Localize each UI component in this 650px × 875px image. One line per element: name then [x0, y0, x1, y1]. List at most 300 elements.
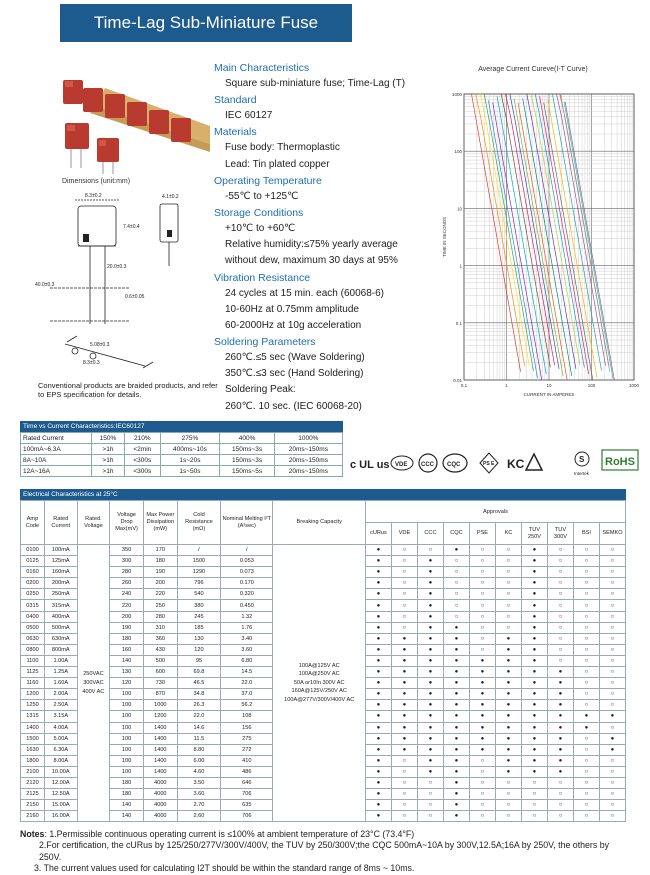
approval-mark: ● [417, 744, 443, 755]
approval-mark: ○ [599, 800, 625, 811]
max-power: 4000 [143, 777, 177, 788]
approval-mark: ● [599, 744, 625, 755]
elec-header-approvals: Approvals [365, 501, 625, 523]
specs-list [214, 60, 454, 415]
tvc-header-cell: 1000% [274, 433, 342, 444]
rated-current: 400mA [44, 611, 77, 622]
voltage-drop: 180 [110, 777, 144, 788]
max-power: 4000 [143, 811, 177, 822]
amp-code: 2100 [21, 766, 45, 777]
approval-mark: ● [443, 733, 469, 744]
spec-line: -55℃ to +125℃ [225, 190, 299, 202]
approval-mark: ● [573, 722, 599, 733]
approval-mark: ○ [469, 755, 495, 766]
breaking-capacity: 100A@125V AC [298, 662, 340, 669]
notes-label: Notes [20, 829, 45, 839]
approval-mark: ● [521, 744, 547, 755]
approval-mark: ● [443, 667, 469, 678]
spec-heading: Operating Temperature [214, 174, 322, 187]
max-power: 870 [143, 689, 177, 700]
approval-mark: ○ [599, 567, 625, 578]
approval-mark: ○ [495, 789, 521, 800]
approval-mark: ● [521, 755, 547, 766]
approval-mark: ● [391, 733, 417, 744]
approval-mark: ● [469, 733, 495, 744]
spec-heading: Main Characteristics [214, 62, 310, 74]
product-photo [35, 68, 210, 176]
amp-code: 0800 [21, 644, 45, 655]
amp-code: 1100 [21, 655, 45, 666]
voltage-drop: 200 [110, 611, 144, 622]
rated-current: 200mA [44, 578, 77, 589]
approval-mark: ● [365, 667, 391, 678]
approval-mark: ○ [469, 556, 495, 567]
approval-mark: ○ [599, 600, 625, 611]
approval-mark: ○ [391, 811, 417, 822]
approval-mark: ○ [573, 578, 599, 589]
rated-current: 2.50A [44, 700, 77, 711]
approval-mark: ● [521, 655, 547, 666]
rated-current: 10.00A [44, 766, 77, 777]
cold-resistance: 34.8 [177, 689, 221, 700]
approval-mark: ● [443, 655, 469, 666]
melting-i2t: 0.170 [221, 578, 273, 589]
approval-mark: ○ [599, 589, 625, 600]
approval-mark: ○ [599, 811, 625, 822]
approval-mark: ● [417, 655, 443, 666]
rated-current: 160mA [44, 567, 77, 578]
approval-mark: ○ [469, 589, 495, 600]
approval-mark: ○ [391, 766, 417, 777]
it-curve [438, 62, 648, 402]
rated-current: 1.60A [44, 678, 77, 689]
dim-bottom: 8.3±0.3 [83, 360, 100, 366]
spec-line: 350℃.≤3 sec (Hand Soldering) [225, 368, 364, 380]
elec-header-max-power: Max Power Dissipation (mW) [143, 501, 177, 545]
approval-mark: ● [365, 766, 391, 777]
approval-mark: ○ [573, 678, 599, 689]
approval-mark: ● [365, 633, 391, 644]
amp-code: 0160 [21, 567, 45, 578]
approval-mark: ● [521, 711, 547, 722]
rated-current: 1.00A [44, 655, 77, 666]
approval-mark: ○ [599, 545, 625, 556]
approval-mark: ● [521, 578, 547, 589]
approval-mark: ○ [521, 777, 547, 788]
max-power: 220 [143, 589, 177, 600]
approval-mark: ○ [469, 777, 495, 788]
tvc-row [21, 466, 343, 477]
approval-mark: ● [547, 689, 573, 700]
rated-current: 630mA [44, 633, 77, 644]
ul-logo: c UL us [350, 459, 390, 471]
tvc-cell: 400ms~10s [160, 444, 220, 455]
approval-mark: ● [443, 777, 469, 788]
cold-resistance: 130 [177, 633, 221, 644]
cold-resistance: 185 [177, 622, 221, 633]
vde-logo: VDE [395, 462, 408, 468]
cold-resistance: 95 [177, 655, 221, 666]
approval-mark: ○ [573, 755, 599, 766]
approval-mark: ● [417, 556, 443, 567]
approval-mark: ● [521, 622, 547, 633]
spec-line: 24 cycles at 15 min. each (60068-6) [225, 287, 384, 299]
curve-title: Average Current Cureve(I-T Curve) [478, 66, 588, 73]
approval-mark: ○ [573, 545, 599, 556]
approval-mark: ○ [417, 789, 443, 800]
voltage-drop: 130 [110, 667, 144, 678]
approval-mark: ● [417, 700, 443, 711]
max-power: 1400 [143, 733, 177, 744]
cold-resistance: 6.00 [177, 755, 221, 766]
approval-mark: ● [417, 689, 443, 700]
spec-heading: Storage Conditions [214, 206, 304, 219]
approval-mark: ● [495, 689, 521, 700]
tvc-header-cell: 275% [160, 433, 220, 444]
elec-header-melting: Nominal Melting I²T (A²sec) [221, 501, 273, 545]
approval-mark: ● [469, 722, 495, 733]
rated-current: 1.25A [44, 667, 77, 678]
tvc-row [21, 455, 343, 466]
cold-resistance: 4.60 [177, 766, 221, 777]
approval-mark: ○ [573, 811, 599, 822]
melting-i2t: 14.5 [221, 667, 273, 678]
approval-mark: ● [443, 789, 469, 800]
cold-resistance: 11.5 [177, 733, 221, 744]
approval-mark: ● [495, 711, 521, 722]
approval-mark: ● [495, 755, 521, 766]
dimensions-drawing [35, 186, 210, 376]
approval-mark: ○ [521, 800, 547, 811]
tvc-cell: 12A~16A [21, 466, 92, 477]
approval-mark: ● [443, 766, 469, 777]
approval-mark: ○ [391, 777, 417, 788]
cold-resistance: 3.60 [177, 789, 221, 800]
tvc-cell: <300s [125, 466, 160, 477]
spec-heading: Vibration Resistance [214, 271, 311, 284]
breaking-capacity-cell [273, 545, 366, 822]
y-tick: 10 [456, 206, 462, 212]
spec-line: IEC 60127 [225, 110, 273, 122]
cold-resistance: 22.0 [177, 711, 221, 722]
approval-mark: ○ [573, 777, 599, 788]
amp-code: 0630 [21, 633, 45, 644]
amp-code: 1800 [21, 755, 45, 766]
melting-i2t: 0.053 [221, 556, 273, 567]
melting-i2t: 108 [221, 711, 273, 722]
dim-lead1: 20.0±0.3 [107, 264, 127, 270]
amp-code: 0315 [21, 600, 45, 611]
approval-mark: ● [365, 655, 391, 666]
cold-resistance: 380 [177, 600, 221, 611]
approval-mark: ○ [599, 755, 625, 766]
approval-mark: ● [365, 589, 391, 600]
voltage-drop: 100 [110, 744, 144, 755]
approval-mark: ○ [469, 622, 495, 633]
approval-mark: ○ [443, 600, 469, 611]
approval-mark: ○ [573, 600, 599, 611]
approval-mark: ○ [495, 600, 521, 611]
approval-mark: ● [365, 744, 391, 755]
approval-mark: ○ [573, 766, 599, 777]
approval-mark: ○ [573, 622, 599, 633]
approval-mark: ● [443, 633, 469, 644]
rated-current: 12.00A [44, 777, 77, 788]
approval-mark: ● [365, 644, 391, 655]
approval-mark: ● [547, 667, 573, 678]
approval-mark: ● [469, 744, 495, 755]
approval-mark: ○ [391, 622, 417, 633]
approval-mark: ● [417, 633, 443, 644]
approval-mark: ● [443, 744, 469, 755]
melting-i2t: 3.40 [221, 633, 273, 644]
max-power: 190 [143, 567, 177, 578]
amp-code: 0500 [21, 622, 45, 633]
approval-mark: ● [391, 700, 417, 711]
tvc-cell: 150ms~3s [220, 455, 274, 466]
approval-header: KC [495, 523, 521, 545]
spec-heading: Standard [214, 94, 257, 107]
approval-mark: ● [391, 655, 417, 666]
amp-code: 1400 [21, 722, 45, 733]
breaking-capacity: 50A or10In 300V AC [293, 679, 345, 686]
approval-mark: ● [521, 667, 547, 678]
approval-mark: ● [417, 644, 443, 655]
max-power: 1400 [143, 722, 177, 733]
approval-header: VDE [391, 523, 417, 545]
approval-mark: ● [365, 611, 391, 622]
approval-mark: ○ [443, 589, 469, 600]
max-power: 1200 [143, 711, 177, 722]
rated-current: 125mA [44, 556, 77, 567]
amp-code: 0100 [21, 545, 45, 556]
approval-header: PSE [469, 523, 495, 545]
approval-mark: ○ [573, 733, 599, 744]
approval-mark: ● [365, 567, 391, 578]
voltage-drop: 160 [110, 644, 144, 655]
approval-mark: ○ [547, 611, 573, 622]
amp-code: 2150 [21, 800, 45, 811]
approval-mark: ○ [495, 556, 521, 567]
voltage-drop: 100 [110, 689, 144, 700]
voltage-drop: 220 [110, 600, 144, 611]
rated-current: 100mA [44, 545, 77, 556]
voltage-drop: 100 [110, 733, 144, 744]
cold-resistance: 69.8 [177, 667, 221, 678]
approval-mark: ○ [573, 589, 599, 600]
approval-mark: ● [365, 755, 391, 766]
rohs-logo: RoHS [605, 456, 635, 468]
approval-mark: ● [495, 667, 521, 678]
approval-header: SEMKO [599, 523, 625, 545]
approval-mark: ● [469, 667, 495, 678]
rated-voltage: 400V AC [82, 688, 105, 695]
voltage-drop: 100 [110, 755, 144, 766]
melting-i2t: 635 [221, 800, 273, 811]
approval-mark: ○ [469, 578, 495, 589]
spec-line: 10-60Hz at 0.75mm amplitude [225, 303, 359, 315]
melting-i2t: / [221, 545, 273, 556]
approval-mark: ○ [391, 545, 417, 556]
approval-mark: ● [365, 722, 391, 733]
spec-line: without dew, maximum 30 days at 95% [225, 255, 398, 267]
tvc-cell: 1s~50s [160, 466, 220, 477]
approval-mark: ○ [391, 589, 417, 600]
melting-i2t: 3.60 [221, 644, 273, 655]
approval-mark: ○ [547, 600, 573, 611]
rated-current: 5.00A [44, 733, 77, 744]
approval-mark: ○ [573, 644, 599, 655]
melting-i2t: 0.073 [221, 567, 273, 578]
approval-mark: ● [391, 689, 417, 700]
voltage-drop: 100 [110, 766, 144, 777]
approval-mark: ● [443, 689, 469, 700]
tvc-cell: 1s~20s [160, 455, 220, 466]
y-tick: 0.1 [455, 320, 462, 326]
approval-mark: ● [417, 611, 443, 622]
approval-mark: ○ [547, 811, 573, 822]
cert-logos [350, 448, 640, 478]
note-1-text: : 1.Permissible continuous operating current is ≤100% at ambient temperature of 23°C (73.4°F) [44, 829, 415, 839]
cold-resistance: 796 [177, 578, 221, 589]
elec-header-breaking: Breaking Capacity [273, 501, 366, 545]
approval-mark: ● [391, 678, 417, 689]
approval-mark: ○ [573, 633, 599, 644]
dimensions-title [62, 178, 130, 185]
tvc-cell: 8A~10A [21, 455, 92, 466]
rated-voltage: 300VAC [83, 679, 104, 686]
approval-mark: ● [495, 644, 521, 655]
approval-mark: ● [417, 722, 443, 733]
cold-resistance: 2.70 [177, 800, 221, 811]
approval-mark: ● [365, 711, 391, 722]
approval-mark: ● [521, 722, 547, 733]
approval-mark: ● [365, 777, 391, 788]
time-current-table [20, 421, 343, 477]
max-power: 200 [143, 578, 177, 589]
melting-i2t: 1.32 [221, 611, 273, 622]
amp-code: 1200 [21, 689, 45, 700]
approval-mark: ● [391, 633, 417, 644]
approval-mark: ● [573, 711, 599, 722]
rated-current: 12.50A [44, 789, 77, 800]
approval-mark: ● [547, 755, 573, 766]
approval-mark: ○ [495, 622, 521, 633]
approval-mark: ● [547, 744, 573, 755]
max-power: 4000 [143, 800, 177, 811]
melting-i2t: 156 [221, 722, 273, 733]
approval-mark: ○ [573, 667, 599, 678]
voltage-drop: 100 [110, 700, 144, 711]
melting-i2t: 706 [221, 811, 273, 822]
approval-mark: ○ [599, 700, 625, 711]
spec-line: 60-2000Hz at 10g acceleration [225, 319, 362, 331]
rated-current: 6.30A [44, 744, 77, 755]
approval-mark: ● [417, 711, 443, 722]
approval-mark: ○ [469, 644, 495, 655]
approval-mark: ● [599, 711, 625, 722]
curve-svg [438, 62, 648, 402]
cold-resistance: 26.3 [177, 700, 221, 711]
approval-mark: ○ [599, 644, 625, 655]
approval-mark: ● [547, 722, 573, 733]
tvc-cell: 20ms~150ms [274, 466, 342, 477]
amp-code: 2120 [21, 777, 45, 788]
voltage-drop: 190 [110, 622, 144, 633]
elec-header-rated-voltage: Rated. Voltage [77, 501, 110, 545]
max-power: 250 [143, 600, 177, 611]
cold-resistance: / [177, 545, 221, 556]
approval-mark: ● [365, 800, 391, 811]
spec-heading: Materials [214, 126, 257, 139]
amp-code: 1630 [21, 744, 45, 755]
approval-mark: ○ [599, 556, 625, 567]
approval-mark: ● [391, 667, 417, 678]
approval-mark: ● [495, 700, 521, 711]
approval-mark: ● [495, 733, 521, 744]
approval-mark: ● [469, 700, 495, 711]
note-1 [20, 829, 630, 840]
approval-mark: ○ [547, 622, 573, 633]
approval-mark: ● [365, 789, 391, 800]
intertek-logo: Intertek [574, 471, 590, 476]
approval-mark: ○ [599, 667, 625, 678]
approval-mark: ● [469, 711, 495, 722]
x-axis-label: CURRENT IN AMPERES [523, 392, 575, 397]
approval-mark: ○ [469, 633, 495, 644]
y-tick: 1 [459, 263, 462, 269]
approval-mark: ○ [495, 545, 521, 556]
max-power: 1400 [143, 766, 177, 777]
voltage-drop: 240 [110, 589, 144, 600]
melting-i2t: 0.450 [221, 600, 273, 611]
x-tick: 0.1 [460, 383, 468, 388]
approval-mark: ○ [391, 800, 417, 811]
approval-mark: ○ [521, 811, 547, 822]
elec-row [21, 545, 626, 556]
y-tick: 100 [454, 149, 462, 155]
max-power: 1400 [143, 755, 177, 766]
voltage-drop: 100 [110, 722, 144, 733]
approval-mark: ○ [495, 589, 521, 600]
approval-mark: ● [417, 589, 443, 600]
approval-header: CCC [417, 523, 443, 545]
approval-mark: ○ [573, 689, 599, 700]
approval-mark: ● [495, 633, 521, 644]
approval-mark: ○ [599, 578, 625, 589]
voltage-drop: 140 [110, 655, 144, 666]
svg-text:S: S [579, 455, 585, 464]
cold-resistance: 245 [177, 611, 221, 622]
approval-mark: ● [469, 655, 495, 666]
tvc-header-row [21, 433, 343, 444]
rated-current: 800mA [44, 644, 77, 655]
approval-mark: ● [417, 766, 443, 777]
approval-mark: ● [469, 678, 495, 689]
approval-mark: ○ [495, 578, 521, 589]
cqc-logo: CQC [447, 462, 461, 468]
tvc-row [21, 444, 343, 455]
voltage-drop: 180 [110, 789, 144, 800]
approval-mark: ● [417, 567, 443, 578]
approval-mark: ○ [599, 789, 625, 800]
approval-mark: ● [443, 722, 469, 733]
approval-mark: ○ [495, 811, 521, 822]
approval-mark: ○ [599, 722, 625, 733]
dim-w1: 8.3±0.2 [85, 193, 102, 199]
approval-mark: ● [443, 800, 469, 811]
approval-mark: ● [365, 600, 391, 611]
